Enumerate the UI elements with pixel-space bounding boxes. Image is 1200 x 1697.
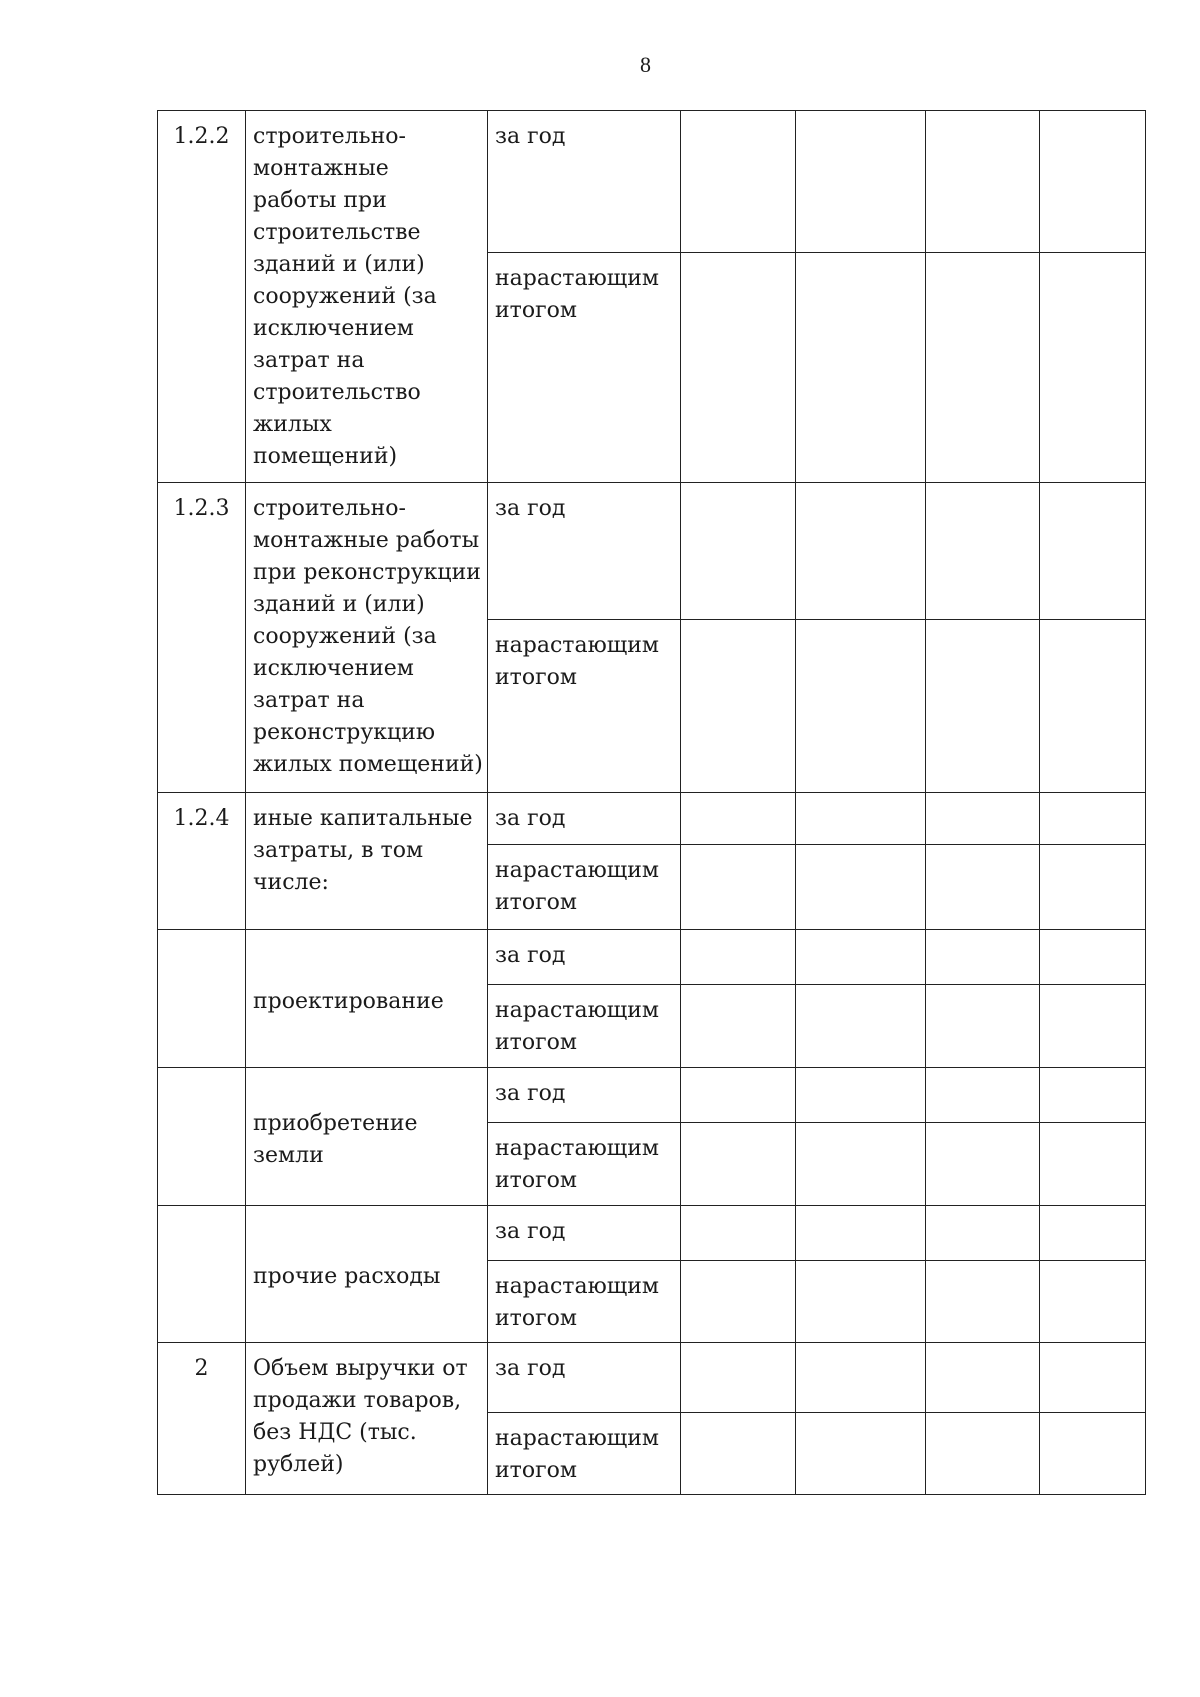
value-cell [1040, 793, 1146, 845]
value-cell [681, 1261, 796, 1343]
period-year-label: за год [488, 930, 681, 985]
table-row [158, 793, 1146, 845]
value-cell [1040, 620, 1146, 793]
value-cell [926, 1206, 1040, 1261]
value-cell [926, 1261, 1040, 1343]
value-cell [926, 930, 1040, 985]
value-cell [681, 483, 796, 620]
period-cumulative-label: нарастающим итогом [488, 253, 681, 483]
value-cell [926, 1068, 1040, 1123]
value-cell [1040, 1413, 1146, 1495]
value-cell [681, 1413, 796, 1495]
period-cumulative-label: нарастающим итогом [488, 620, 681, 793]
value-cell [796, 930, 926, 985]
row-number: 1.2.4 [158, 793, 246, 930]
period-cumulative-label: нарастающим итогом [488, 1413, 681, 1495]
table-row [158, 1343, 1146, 1413]
period-year-label: за год [488, 483, 681, 620]
value-cell [1040, 985, 1146, 1068]
row-number [158, 930, 246, 1068]
value-cell [681, 1206, 796, 1261]
value-cell [796, 985, 926, 1068]
table-row [158, 111, 1146, 253]
value-cell [926, 483, 1040, 620]
value-cell [681, 1123, 796, 1206]
value-cell [926, 253, 1040, 483]
row-number: 2 [158, 1343, 246, 1495]
row-name: приобретение земли [246, 1068, 488, 1206]
row-name: строительно- монтажные работы при реконструкции зданий и (или) сооружений (за исключением затрат на реконструкцию жилых помещений) [246, 483, 488, 793]
row-name: Объем выручки от продажи товаров, без НДС (тыс. рублей) [246, 1343, 488, 1495]
value-cell [796, 483, 926, 620]
report-table [157, 110, 1146, 1495]
value-cell [796, 111, 926, 253]
value-cell [1040, 1068, 1146, 1123]
row-name: проектирование [246, 930, 488, 1068]
value-cell [796, 253, 926, 483]
value-cell [1040, 845, 1146, 930]
value-cell [681, 1068, 796, 1123]
row-name: строительно- монтажные работы при строительстве зданий и (или) сооружений (за исключением затрат на строительство жилых помещений) [246, 111, 488, 483]
period-year-label: за год [488, 1206, 681, 1261]
value-cell [926, 845, 1040, 930]
row-number: 1.2.2 [158, 111, 246, 483]
value-cell [1040, 1343, 1146, 1413]
value-cell [681, 253, 796, 483]
value-cell [1040, 1261, 1146, 1343]
page-number: 8 [640, 52, 651, 77]
value-cell [681, 1343, 796, 1413]
value-cell [1040, 253, 1146, 483]
table-row [158, 930, 1146, 985]
table-row [158, 483, 1146, 620]
period-cumulative-label: нарастающим итогом [488, 985, 681, 1068]
period-cumulative-label: нарастающим итогом [488, 1123, 681, 1206]
value-cell [1040, 483, 1146, 620]
period-year-label: за год [488, 1343, 681, 1413]
value-cell [926, 1123, 1040, 1206]
value-cell [1040, 111, 1146, 253]
row-number: 1.2.3 [158, 483, 246, 793]
value-cell [796, 1123, 926, 1206]
row-number [158, 1206, 246, 1343]
period-cumulative-label: нарастающим итогом [488, 1261, 681, 1343]
value-cell [681, 620, 796, 793]
value-cell [796, 1261, 926, 1343]
value-cell [926, 1413, 1040, 1495]
value-cell [681, 111, 796, 253]
value-cell [926, 793, 1040, 845]
value-cell [926, 620, 1040, 793]
value-cell [796, 1413, 926, 1495]
value-cell [926, 985, 1040, 1068]
row-number [158, 1068, 246, 1206]
period-cumulative-label: нарастающим итогом [488, 845, 681, 930]
value-cell [926, 1343, 1040, 1413]
table-row [158, 1068, 1146, 1123]
value-cell [681, 930, 796, 985]
value-cell [1040, 1123, 1146, 1206]
value-cell [1040, 1206, 1146, 1261]
value-cell [681, 985, 796, 1068]
value-cell [796, 845, 926, 930]
table-row [158, 1206, 1146, 1261]
value-cell [681, 845, 796, 930]
value-cell [796, 620, 926, 793]
period-year-label: за год [488, 1068, 681, 1123]
row-name: иные капитальные затраты, в том числе: [246, 793, 488, 930]
value-cell [926, 111, 1040, 253]
value-cell [796, 793, 926, 845]
value-cell [796, 1343, 926, 1413]
value-cell [681, 793, 796, 845]
period-year-label: за год [488, 111, 681, 253]
value-cell [796, 1206, 926, 1261]
row-name: прочие расходы [246, 1206, 488, 1343]
value-cell [1040, 930, 1146, 985]
period-year-label: за год [488, 793, 681, 845]
value-cell [796, 1068, 926, 1123]
